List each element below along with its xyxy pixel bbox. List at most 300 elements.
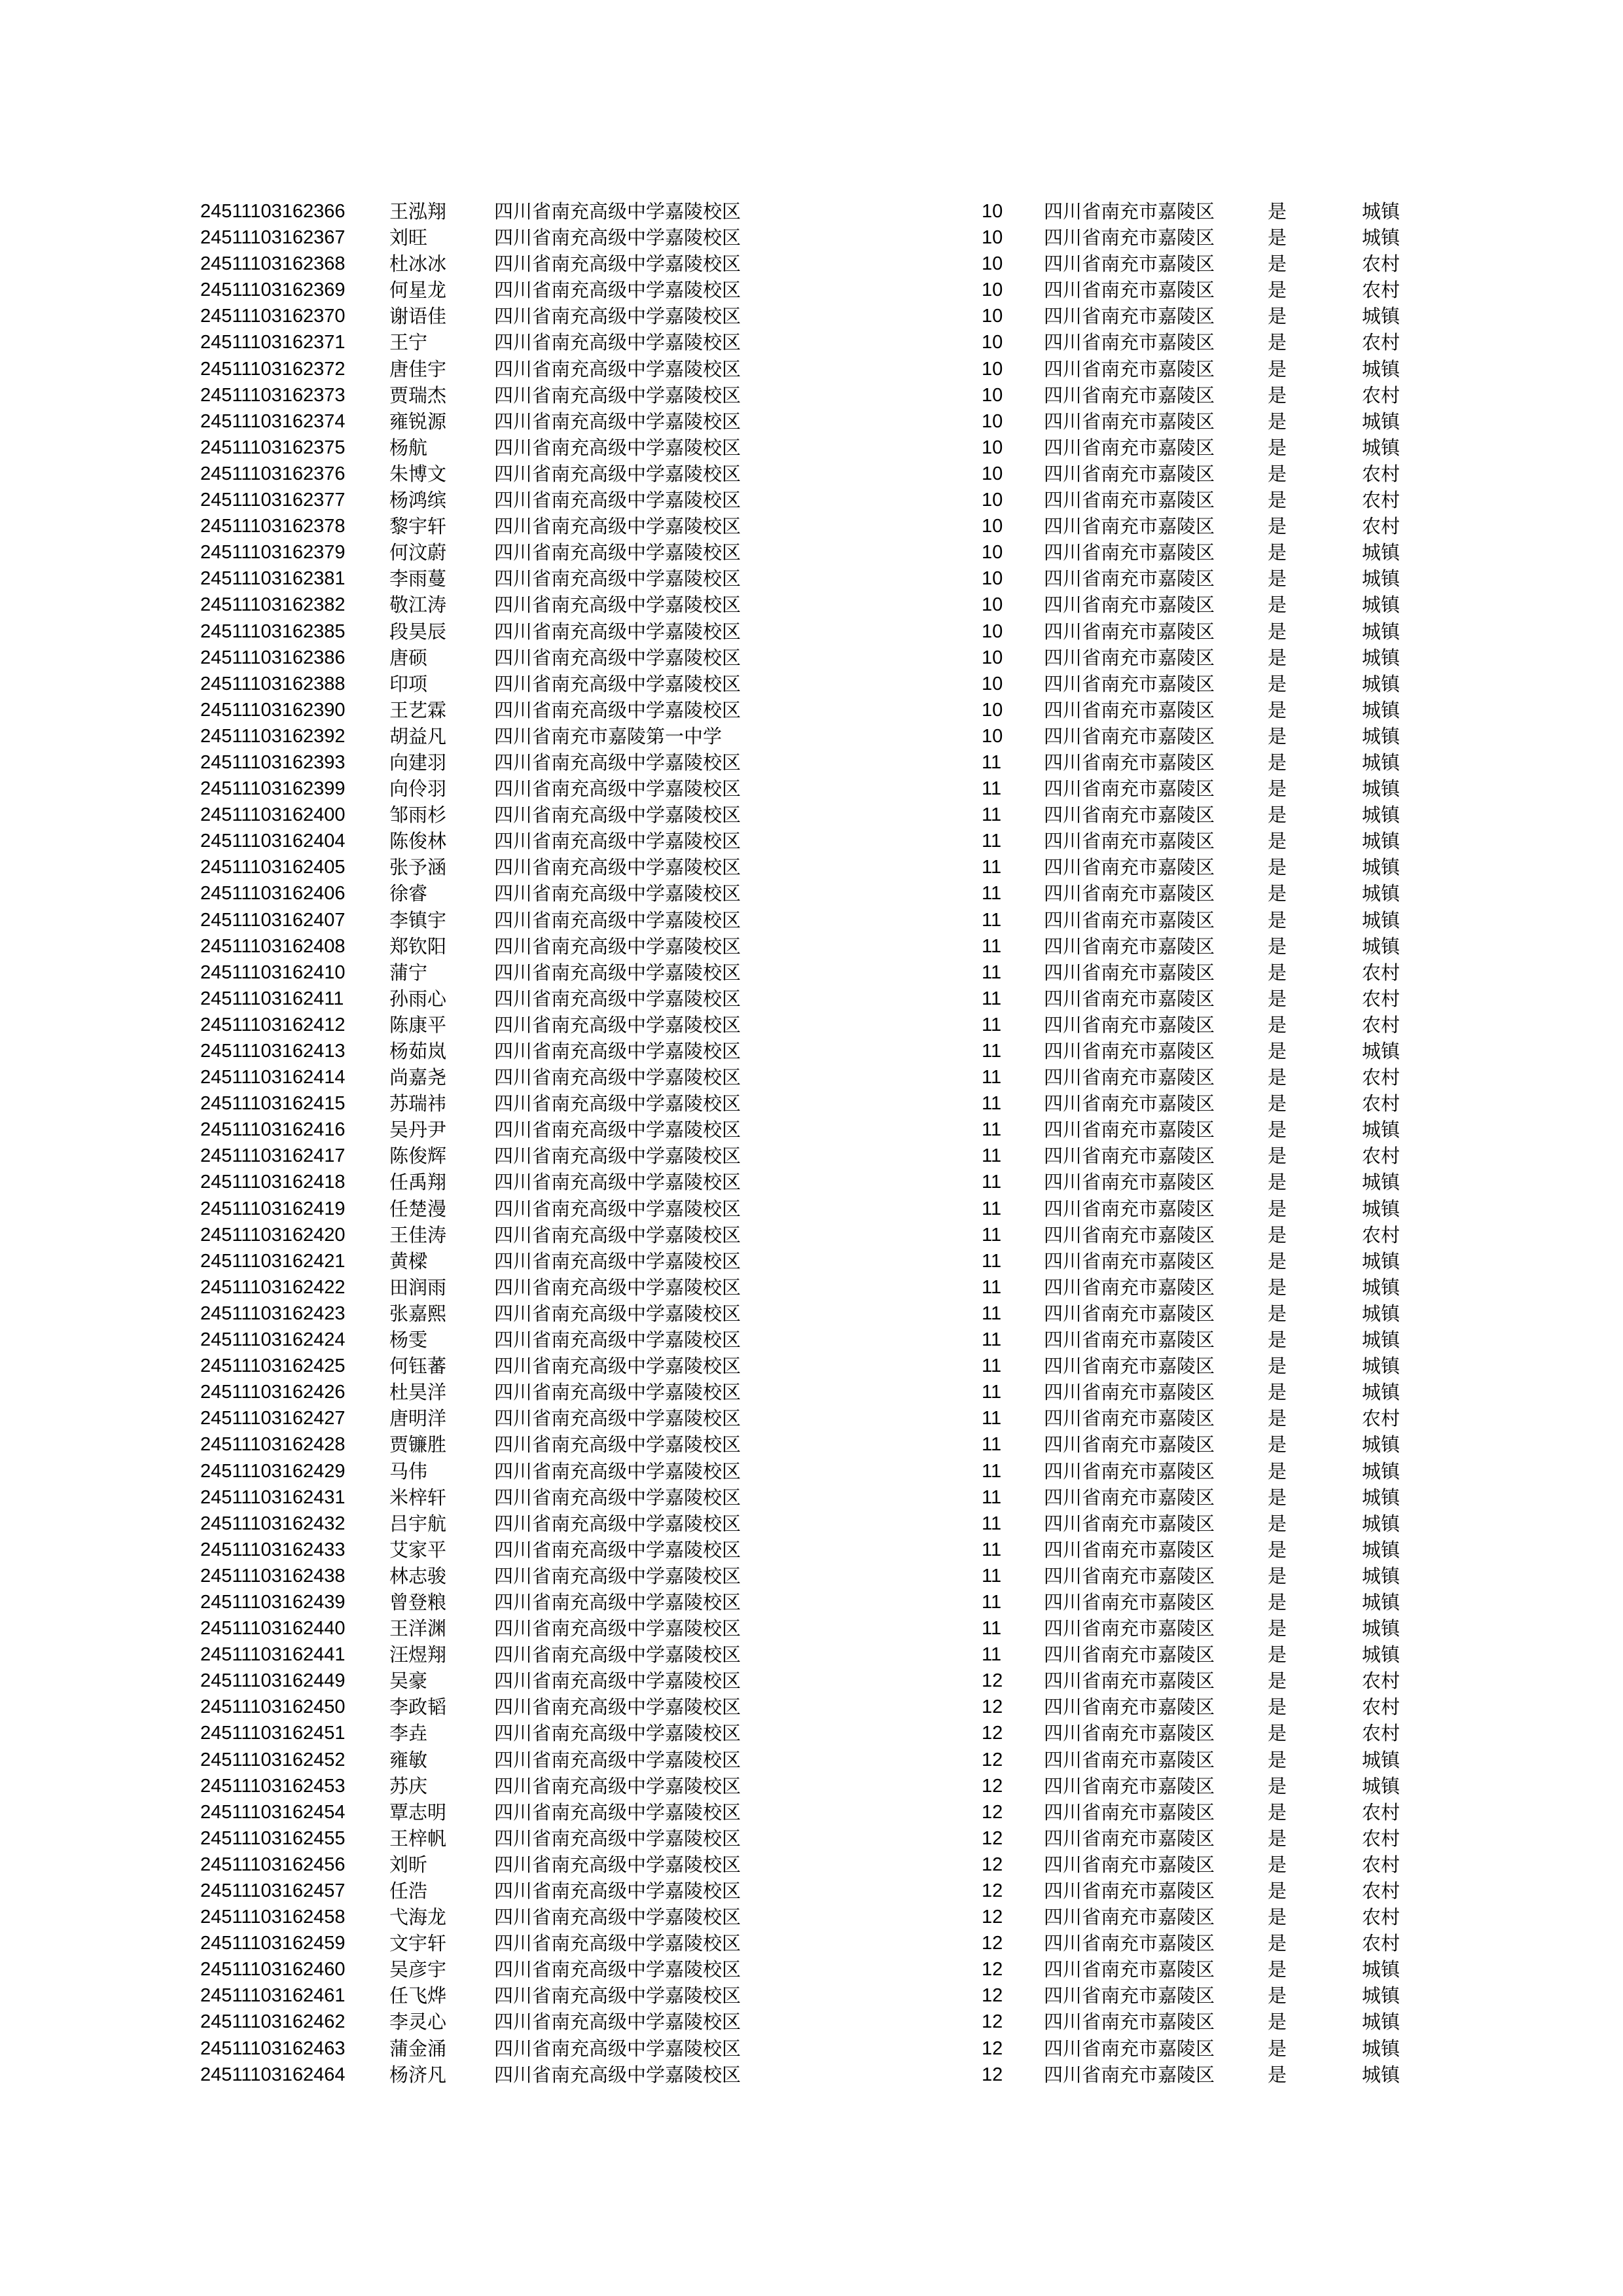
school-name-cell: 四川省南充高级中学嘉陵校区	[494, 1381, 741, 1404]
region-cell: 四川省南充市嘉陵区	[1044, 961, 1215, 984]
student-name-cell: 任禹翔	[389, 1171, 447, 1194]
eligibility-flag-cell: 是	[1268, 1066, 1287, 1089]
residence-type-cell: 城镇	[1362, 1249, 1400, 1272]
candidate-id-cell: 24511103162452	[200, 1749, 346, 1770]
eligibility-flag-cell: 是	[1268, 2011, 1287, 2034]
candidate-id-cell: 24511103162426	[200, 1382, 346, 1403]
region-cell: 四川省南充市嘉陵区	[1044, 1906, 1215, 1929]
school-name-cell: 四川省南充高级中学嘉陵校区	[494, 1538, 741, 1561]
candidate-id-cell: 24511103162422	[200, 1276, 346, 1298]
grade-number-cell: 10	[982, 490, 1003, 511]
grade-number-cell: 11	[982, 1276, 1002, 1298]
school-name-cell: 四川省南充高级中学嘉陵校区	[494, 1670, 741, 1693]
residence-type-cell: 城镇	[1362, 305, 1400, 328]
eligibility-flag-cell: 是	[1268, 1774, 1287, 1797]
school-name-cell: 四川省南充高级中学嘉陵校区	[494, 331, 741, 354]
table-row	[0, 907, 1623, 933]
candidate-id-cell: 24511103162392	[200, 725, 346, 747]
eligibility-flag-cell: 是	[1268, 515, 1287, 538]
school-name-cell: 四川省南充高级中学嘉陵校区	[494, 226, 741, 249]
student-name-cell: 马伟	[389, 1460, 428, 1482]
candidate-id-cell: 24511103162378	[200, 516, 346, 537]
residence-type-cell: 城镇	[1362, 1958, 1400, 1981]
student-name-cell: 朱博文	[389, 462, 447, 485]
student-name-cell: 吴豪	[389, 1670, 428, 1693]
candidate-id-cell: 24511103162462	[200, 2011, 346, 2033]
school-name-cell: 四川省南充高级中学嘉陵校区	[494, 1590, 741, 1613]
grade-number-cell: 11	[982, 1145, 1002, 1167]
region-cell: 四川省南充市嘉陵区	[1044, 1722, 1215, 1745]
grade-number-cell: 10	[982, 673, 1003, 694]
table-row	[0, 1222, 1623, 1248]
student-name-cell: 王洋渊	[389, 1617, 447, 1640]
table-row	[0, 1615, 1623, 1641]
table-row	[0, 303, 1623, 329]
student-name-cell: 任楚漫	[389, 1197, 447, 1220]
grade-number-cell: 12	[982, 2011, 1003, 2033]
region-cell: 四川省南充市嘉陵区	[1044, 1984, 1215, 2007]
student-name-cell: 敬江涛	[389, 594, 447, 617]
region-cell: 四川省南充市嘉陵区	[1044, 751, 1215, 774]
region-cell: 四川省南充市嘉陵区	[1044, 1119, 1215, 1141]
school-name-cell: 四川省南充高级中学嘉陵校区	[494, 1748, 741, 1771]
student-name-cell: 王宁	[389, 331, 428, 354]
table-row	[0, 1090, 1623, 1117]
eligibility-flag-cell: 是	[1268, 1329, 1287, 1352]
school-name-cell: 四川省南充高级中学嘉陵校区	[494, 436, 741, 459]
grade-number-cell: 11	[982, 1382, 1002, 1403]
student-name-cell: 苏瑞祎	[389, 1092, 447, 1115]
candidate-id-cell: 24511103162386	[200, 647, 346, 668]
residence-type-cell: 城镇	[1362, 1329, 1400, 1352]
eligibility-flag-cell: 是	[1268, 200, 1287, 223]
region-cell: 四川省南充市嘉陵区	[1044, 541, 1215, 564]
table-row	[0, 1668, 1623, 1694]
eligibility-flag-cell: 是	[1268, 331, 1287, 354]
student-name-cell: 苏庆	[389, 1774, 428, 1797]
region-cell: 四川省南充市嘉陵区	[1044, 1643, 1215, 1666]
residence-type-cell: 城镇	[1362, 1512, 1400, 1535]
candidate-id-cell: 24511103162438	[200, 1565, 346, 1587]
region-cell: 四川省南充市嘉陵区	[1044, 1932, 1215, 1955]
candidate-id-cell: 24511103162460	[200, 1959, 346, 1981]
residence-type-cell: 城镇	[1362, 1643, 1400, 1666]
region-cell: 四川省南充市嘉陵区	[1044, 1670, 1215, 1693]
grade-number-cell: 10	[982, 279, 1003, 301]
eligibility-flag-cell: 是	[1268, 1119, 1287, 1141]
residence-type-cell: 城镇	[1362, 672, 1400, 695]
eligibility-flag-cell: 是	[1268, 1433, 1287, 1456]
student-name-cell: 雍锐源	[389, 410, 447, 433]
candidate-id-cell: 24511103162425	[200, 1355, 346, 1377]
eligibility-flag-cell: 是	[1268, 1748, 1287, 1771]
region-cell: 四川省南充市嘉陵区	[1044, 2011, 1215, 2034]
student-name-cell: 徐睿	[389, 882, 428, 905]
region-cell: 四川省南充市嘉陵区	[1044, 1853, 1215, 1876]
school-name-cell: 四川省南充高级中学嘉陵校区	[494, 1119, 741, 1141]
grade-number-cell: 12	[982, 1749, 1003, 1770]
grade-number-cell: 11	[982, 883, 1002, 905]
residence-type-cell: 城镇	[1362, 1984, 1400, 2007]
table-row	[0, 1982, 1623, 2009]
eligibility-flag-cell: 是	[1268, 1407, 1287, 1430]
student-name-cell: 刘昕	[389, 1853, 428, 1876]
table-row	[0, 1563, 1623, 1589]
table-row	[0, 382, 1623, 408]
grade-number-cell: 11	[982, 1513, 1002, 1534]
region-cell: 四川省南充市嘉陵区	[1044, 436, 1215, 459]
school-name-cell: 四川省南充高级中学嘉陵校区	[494, 1013, 741, 1036]
eligibility-flag-cell: 是	[1268, 357, 1287, 380]
candidate-id-cell: 24511103162431	[200, 1486, 346, 1508]
grade-number-cell: 10	[982, 647, 1003, 668]
eligibility-flag-cell: 是	[1268, 1958, 1287, 1981]
residence-type-cell: 城镇	[1362, 1171, 1400, 1194]
candidate-id-cell: 24511103162405	[200, 857, 346, 878]
student-name-cell: 胡益凡	[389, 725, 447, 747]
eligibility-flag-cell: 是	[1268, 541, 1287, 564]
region-cell: 四川省南充市嘉陵区	[1044, 253, 1215, 276]
grade-number-cell: 11	[982, 1067, 1002, 1088]
table-row	[0, 565, 1623, 592]
region-cell: 四川省南充市嘉陵区	[1044, 515, 1215, 538]
grade-number-cell: 11	[982, 1408, 1002, 1429]
student-name-cell: 何汶蔚	[389, 541, 447, 564]
school-name-cell: 四川省南充高级中学嘉陵校区	[494, 961, 741, 984]
grade-number-cell: 11	[982, 1198, 1002, 1219]
eligibility-flag-cell: 是	[1268, 1145, 1287, 1168]
table-row	[0, 224, 1623, 251]
candidate-id-cell: 24511103162420	[200, 1224, 346, 1246]
school-name-cell: 四川省南充高级中学嘉陵校区	[494, 882, 741, 905]
grade-number-cell: 12	[982, 1985, 1003, 2007]
residence-type-cell: 城镇	[1362, 200, 1400, 223]
school-name-cell: 四川省南充高级中学嘉陵校区	[494, 462, 741, 485]
student-name-cell: 郑钦阳	[389, 935, 447, 958]
residence-type-cell: 城镇	[1362, 646, 1400, 669]
region-cell: 四川省南充市嘉陵区	[1044, 1880, 1215, 1902]
region-cell: 四川省南充市嘉陵区	[1044, 1801, 1215, 1823]
table-row	[0, 776, 1623, 802]
grade-number-cell: 12	[982, 2064, 1003, 2085]
grade-number-cell: 11	[982, 1224, 1002, 1246]
candidate-id-cell: 24511103162368	[200, 253, 346, 275]
region-cell: 四川省南充市嘉陵区	[1044, 305, 1215, 328]
candidate-id-cell: 24511103162454	[200, 1801, 346, 1823]
region-cell: 四川省南充市嘉陵区	[1044, 331, 1215, 354]
residence-type-cell: 城镇	[1362, 1433, 1400, 1456]
school-name-cell: 四川省南充高级中学嘉陵校区	[494, 935, 741, 958]
school-name-cell: 四川省南充高级中学嘉陵校区	[494, 515, 741, 538]
residence-type-cell: 城镇	[1362, 357, 1400, 380]
table-row	[0, 356, 1623, 382]
student-name-cell: 陈俊林	[389, 830, 447, 853]
school-name-cell: 四川省南充高级中学嘉陵校区	[494, 1276, 741, 1299]
region-cell: 四川省南充市嘉陵区	[1044, 1460, 1215, 1482]
school-name-cell: 四川省南充高级中学嘉陵校区	[494, 1355, 741, 1378]
candidate-id-cell: 24511103162373	[200, 384, 346, 406]
residence-type-cell: 城镇	[1362, 2063, 1400, 2086]
table-row	[0, 1484, 1623, 1511]
eligibility-flag-cell: 是	[1268, 253, 1287, 276]
residence-type-cell: 城镇	[1362, 1748, 1400, 1771]
eligibility-flag-cell: 是	[1268, 1801, 1287, 1823]
residence-type-cell: 农村	[1362, 1145, 1400, 1168]
region-cell: 四川省南充市嘉陵区	[1044, 830, 1215, 853]
candidate-id-cell: 24511103162423	[200, 1302, 346, 1324]
region-cell: 四川省南充市嘉陵区	[1044, 357, 1215, 380]
student-name-cell: 杨鸿缤	[389, 489, 447, 512]
candidate-id-cell: 24511103162416	[200, 1119, 346, 1141]
region-cell: 四川省南充市嘉陵区	[1044, 1171, 1215, 1194]
candidate-id-cell: 24511103162421	[200, 1250, 346, 1272]
student-name-cell: 王佳涛	[389, 1223, 447, 1246]
residence-type-cell: 农村	[1362, 462, 1400, 485]
region-cell: 四川省南充市嘉陵区	[1044, 987, 1215, 1010]
student-name-cell: 张予涵	[389, 856, 447, 879]
residence-type-cell: 农村	[1362, 961, 1400, 984]
student-name-cell: 孙雨心	[389, 987, 447, 1010]
grade-number-cell: 11	[982, 857, 1002, 878]
table-row	[0, 461, 1623, 487]
table-row	[0, 1720, 1623, 1746]
candidate-id-cell: 24511103162450	[200, 1696, 346, 1718]
table-row	[0, 513, 1623, 539]
residence-type-cell: 城镇	[1362, 620, 1400, 643]
student-name-cell: 王泓翔	[389, 200, 447, 223]
residence-type-cell: 城镇	[1362, 751, 1400, 774]
region-cell: 四川省南充市嘉陵区	[1044, 1145, 1215, 1168]
eligibility-flag-cell: 是	[1268, 698, 1287, 721]
region-cell: 四川省南充市嘉陵区	[1044, 646, 1215, 669]
grade-number-cell: 11	[982, 1041, 1002, 1062]
table-row	[0, 1169, 1623, 1195]
region-cell: 四川省南充市嘉陵区	[1044, 462, 1215, 485]
grade-number-cell: 12	[982, 1880, 1003, 1901]
student-name-cell: 陈俊辉	[389, 1145, 447, 1168]
residence-type-cell: 农村	[1362, 1722, 1400, 1745]
table-row	[0, 986, 1623, 1012]
residence-type-cell: 农村	[1362, 987, 1400, 1010]
candidate-id-cell: 24511103162464	[200, 2064, 346, 2085]
grade-number-cell: 11	[982, 988, 1002, 1009]
candidate-id-cell: 24511103162374	[200, 410, 346, 432]
region-cell: 四川省南充市嘉陵区	[1044, 1958, 1215, 1981]
eligibility-flag-cell: 是	[1268, 1355, 1287, 1378]
school-name-cell: 四川省南充高级中学嘉陵校区	[494, 1197, 741, 1220]
school-name-cell: 四川省南充高级中学嘉陵校区	[494, 1433, 741, 1456]
eligibility-flag-cell: 是	[1268, 436, 1287, 459]
table-row	[0, 1852, 1623, 1878]
candidate-id-cell: 24511103162459	[200, 1933, 346, 1954]
table-row	[0, 1878, 1623, 1904]
candidate-id-cell: 24511103162370	[200, 306, 346, 327]
student-name-cell: 何钰蕃	[389, 1355, 447, 1378]
school-name-cell: 四川省南充市嘉陵第一中学	[494, 725, 722, 747]
region-cell: 四川省南充市嘉陵区	[1044, 1355, 1215, 1378]
candidate-id-cell: 24511103162381	[200, 568, 346, 590]
student-name-cell: 杨航	[389, 436, 428, 459]
residence-type-cell: 城镇	[1362, 1381, 1400, 1404]
region-cell: 四川省南充市嘉陵区	[1044, 1066, 1215, 1089]
residence-type-cell: 城镇	[1362, 1355, 1400, 1378]
residence-type-cell: 城镇	[1362, 1774, 1400, 1797]
grade-number-cell: 10	[982, 201, 1003, 222]
student-name-cell: 杨济凡	[389, 2063, 447, 2086]
eligibility-flag-cell: 是	[1268, 751, 1287, 774]
grade-number-cell: 11	[982, 1539, 1002, 1560]
residence-type-cell: 城镇	[1362, 1538, 1400, 1561]
eligibility-flag-cell: 是	[1268, 1696, 1287, 1719]
table-row	[0, 1956, 1623, 1982]
eligibility-flag-cell: 是	[1268, 2037, 1287, 2060]
eligibility-flag-cell: 是	[1268, 1276, 1287, 1299]
candidate-id-cell: 24511103162427	[200, 1408, 346, 1429]
eligibility-flag-cell: 是	[1268, 1092, 1287, 1115]
residence-type-cell: 农村	[1362, 1092, 1400, 1115]
region-cell: 四川省南充市嘉陵区	[1044, 384, 1215, 406]
eligibility-flag-cell: 是	[1268, 935, 1287, 958]
eligibility-flag-cell: 是	[1268, 778, 1287, 800]
eligibility-flag-cell: 是	[1268, 567, 1287, 590]
candidate-id-cell: 24511103162418	[200, 1172, 346, 1193]
candidate-id-cell: 24511103162461	[200, 1985, 346, 2007]
residence-type-cell: 城镇	[1362, 804, 1400, 827]
residence-type-cell: 农村	[1362, 279, 1400, 302]
student-name-cell: 贾瑞杰	[389, 384, 447, 406]
candidate-id-cell: 24511103162379	[200, 542, 346, 564]
grade-number-cell: 10	[982, 410, 1003, 432]
eligibility-flag-cell: 是	[1268, 1853, 1287, 1876]
residence-type-cell: 城镇	[1362, 1302, 1400, 1325]
eligibility-flag-cell: 是	[1268, 725, 1287, 747]
table-row	[0, 277, 1623, 303]
table-row	[0, 1537, 1623, 1563]
eligibility-flag-cell: 是	[1268, 1486, 1287, 1509]
table-row	[0, 802, 1623, 828]
grade-number-cell: 12	[982, 1670, 1003, 1692]
grade-number-cell: 10	[982, 306, 1003, 327]
grade-number-cell: 10	[982, 358, 1003, 380]
student-name-cell: 艾家平	[389, 1538, 447, 1561]
school-name-cell: 四川省南充高级中学嘉陵校区	[494, 357, 741, 380]
grade-number-cell: 10	[982, 725, 1003, 747]
grade-number-cell: 10	[982, 516, 1003, 537]
grade-number-cell: 11	[982, 961, 1002, 983]
candidate-id-cell: 24511103162390	[200, 699, 346, 721]
candidate-id-cell: 24511103162367	[200, 227, 346, 249]
grade-number-cell: 11	[982, 909, 1002, 931]
eligibility-flag-cell: 是	[1268, 1722, 1287, 1745]
student-name-cell: 向伶羽	[389, 778, 447, 800]
table-row	[0, 1274, 1623, 1300]
candidate-id-cell: 24511103162382	[200, 594, 346, 616]
student-name-cell: 张嘉熙	[389, 1302, 447, 1325]
region-cell: 四川省南充市嘉陵区	[1044, 698, 1215, 721]
grade-number-cell: 11	[982, 1355, 1002, 1377]
eligibility-flag-cell: 是	[1268, 908, 1287, 931]
eligibility-flag-cell: 是	[1268, 620, 1287, 643]
grade-number-cell: 11	[982, 778, 1002, 800]
residence-type-cell: 城镇	[1362, 856, 1400, 879]
grade-number-cell: 10	[982, 699, 1003, 721]
residence-type-cell: 农村	[1362, 1853, 1400, 1876]
school-name-cell: 四川省南充高级中学嘉陵校区	[494, 778, 741, 800]
grade-number-cell: 11	[982, 935, 1002, 957]
region-cell: 四川省南充市嘉陵区	[1044, 856, 1215, 879]
student-name-cell: 贾镰胜	[389, 1433, 447, 1456]
table-row	[0, 1012, 1623, 1038]
school-name-cell: 四川省南充高级中学嘉陵校区	[494, 987, 741, 1010]
table-row	[0, 1353, 1623, 1379]
region-cell: 四川省南充市嘉陵区	[1044, 410, 1215, 433]
grade-number-cell: 10	[982, 437, 1003, 458]
student-name-cell: 何星龙	[389, 279, 447, 302]
residence-type-cell: 农村	[1362, 1407, 1400, 1430]
residence-type-cell: 城镇	[1362, 935, 1400, 958]
school-name-cell: 四川省南充高级中学嘉陵校区	[494, 2011, 741, 2034]
student-name-cell: 唐明洋	[389, 1407, 447, 1430]
student-name-cell: 杜昊洋	[389, 1381, 447, 1404]
student-name-cell: 李灵心	[389, 2011, 447, 2034]
school-name-cell: 四川省南充高级中学嘉陵校区	[494, 567, 741, 590]
eligibility-flag-cell: 是	[1268, 1040, 1287, 1062]
school-name-cell: 四川省南充高级中学嘉陵校区	[494, 751, 741, 774]
eligibility-flag-cell: 是	[1268, 1564, 1287, 1587]
student-roster-table	[0, 198, 1623, 2088]
table-row	[0, 1405, 1623, 1431]
region-cell: 四川省南充市嘉陵区	[1044, 1538, 1215, 1561]
eligibility-flag-cell: 是	[1268, 1984, 1287, 2007]
school-name-cell: 四川省南充高级中学嘉陵校区	[494, 1223, 741, 1246]
eligibility-flag-cell: 是	[1268, 1590, 1287, 1613]
school-name-cell: 四川省南充高级中学嘉陵校区	[494, 1249, 741, 1272]
student-name-cell: 米梓轩	[389, 1486, 447, 1509]
grade-number-cell: 11	[982, 831, 1002, 852]
eligibility-flag-cell: 是	[1268, 1643, 1287, 1666]
grade-number-cell: 12	[982, 1801, 1003, 1823]
grade-number-cell: 12	[982, 1827, 1003, 1849]
candidate-id-cell: 24511103162388	[200, 673, 346, 694]
eligibility-flag-cell: 是	[1268, 1013, 1287, 1036]
eligibility-flag-cell: 是	[1268, 1512, 1287, 1535]
candidate-id-cell: 24511103162413	[200, 1041, 346, 1062]
grade-number-cell: 11	[982, 1302, 1002, 1324]
student-name-cell: 尚嘉尧	[389, 1066, 447, 1089]
candidate-id-cell: 24511103162372	[200, 358, 346, 380]
eligibility-flag-cell: 是	[1268, 646, 1287, 669]
grade-number-cell: 11	[982, 1618, 1002, 1640]
region-cell: 四川省南充市嘉陵区	[1044, 1748, 1215, 1771]
residence-type-cell: 城镇	[1362, 1617, 1400, 1640]
student-name-cell: 弋海龙	[389, 1906, 447, 1929]
school-name-cell: 四川省南充高级中学嘉陵校区	[494, 620, 741, 643]
table-row	[0, 1641, 1623, 1668]
residence-type-cell: 农村	[1362, 1013, 1400, 1036]
grade-number-cell: 11	[982, 1486, 1002, 1508]
region-cell: 四川省南充市嘉陵区	[1044, 1381, 1215, 1404]
student-name-cell: 任浩	[389, 1880, 428, 1902]
residence-type-cell: 城镇	[1362, 698, 1400, 721]
candidate-id-cell: 24511103162441	[200, 1644, 346, 1666]
grade-number-cell: 11	[982, 1329, 1002, 1351]
school-name-cell: 四川省南充高级中学嘉陵校区	[494, 410, 741, 433]
school-name-cell: 四川省南充高级中学嘉陵校区	[494, 1145, 741, 1168]
student-name-cell: 李雨蔓	[389, 567, 447, 590]
residence-type-cell: 城镇	[1362, 567, 1400, 590]
school-name-cell: 四川省南充高级中学嘉陵校区	[494, 1040, 741, 1062]
student-name-cell: 任飞烨	[389, 1984, 447, 2007]
